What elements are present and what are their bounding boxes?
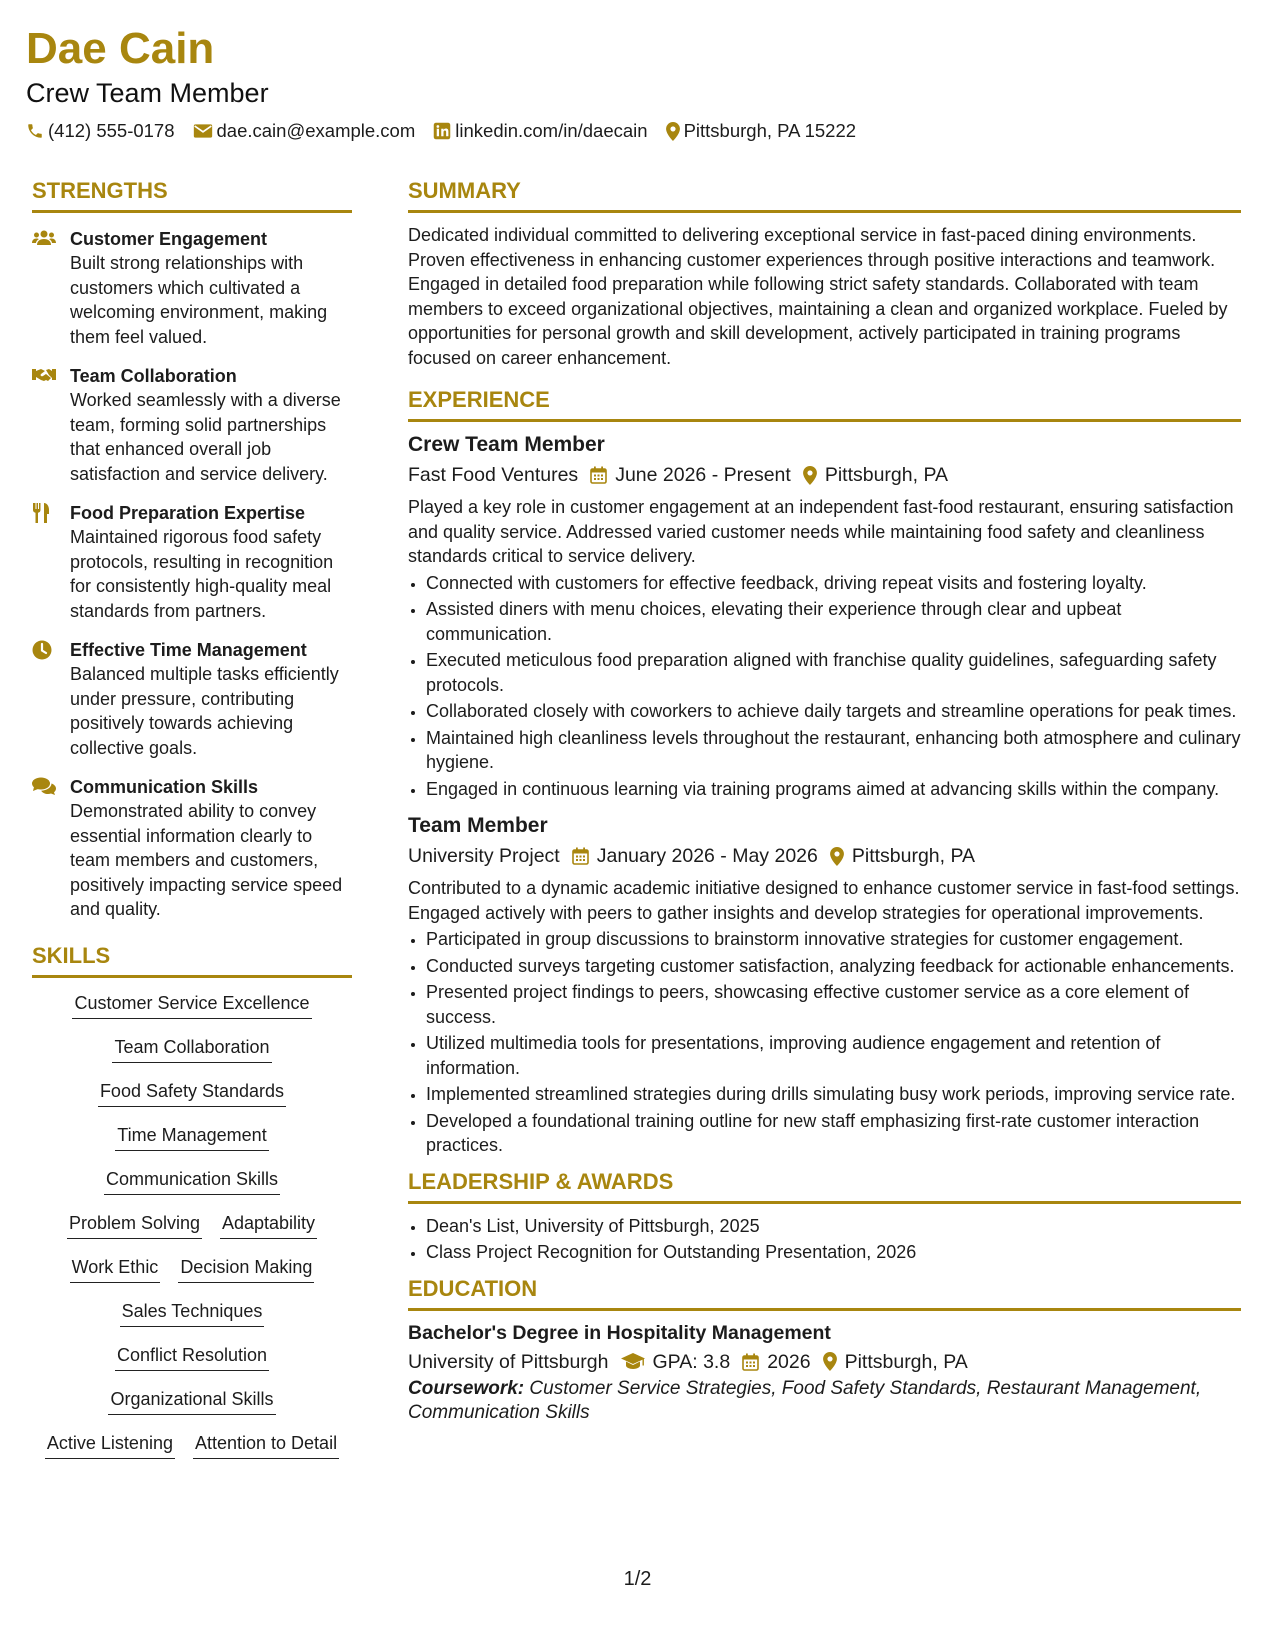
strength-item <box>32 775 352 922</box>
strength-desc: Demonstrated ability to convey essential information clearly to team members and customers, positively impacting service speed and quality. <box>70 801 343 919</box>
strength-item <box>32 364 352 486</box>
list-item: • Executed meticulous food preparation aligned with franchise quality guidelines, safeguarding safety protocols. <box>426 648 1241 697</box>
calendar-icon <box>742 1353 759 1371</box>
list-item: • Utilized multimedia tools for presentations, improving audience engagement and retention of information. <box>426 1031 1241 1080</box>
skill-tag: Customer Service Excellence <box>72 990 311 1019</box>
coursework <box>408 1377 1241 1425</box>
linkedin-text: linkedin.com/in/daecain <box>455 120 648 141</box>
linkedin-icon <box>433 122 451 140</box>
strength-desc: Worked seamlessly with a diverse team, forming solid partnerships that enhanced overall job satisfaction and service delivery. <box>70 390 341 484</box>
job-title: Crew Team Member <box>408 433 605 456</box>
job-entry <box>408 811 1241 1158</box>
list-item: • Presented project findings to peers, showcasing effective customer service as a core element of success. <box>426 980 1241 1029</box>
map-pin-icon <box>666 122 680 141</box>
summary-text: Dedicated individual committed to delivering exceptional service in fast-paced dining environments. Proven effectiveness in enhancing customer experiences through positive interactions and teamwork. Engaged in detailed food preparation while following strict safety standards. Collaborated with team members to exceed organizational objectives, maintaining a clean and organized workplace. Fueled by opportunities for personal growth and skill development, actively participated in training programs focused on career enhancement. <box>408 225 1228 368</box>
coursework-label: Coursework: <box>408 1377 525 1399</box>
job-bullets <box>408 571 1241 802</box>
skill-tag: Problem Solving <box>67 1210 202 1239</box>
page-number: 1/2 <box>623 1568 652 1590</box>
list-item: • Class Project Recognition for Outstanding Presentation, 2026 <box>426 1240 1241 1265</box>
skill-tag: Organizational Skills <box>108 1386 275 1415</box>
comments-icon <box>32 777 56 795</box>
gpa: GPA: 3.8 <box>652 1350 731 1373</box>
list-item: • Engaged in continuous learning via training programs aimed at advancing skills within the company. <box>426 777 1241 802</box>
skill-tag: Decision Making <box>178 1254 314 1283</box>
map-pin-icon <box>803 466 817 485</box>
calendar-icon <box>572 847 589 865</box>
utensils-icon <box>32 503 50 523</box>
education-meta <box>408 1347 1241 1377</box>
skills-heading: SKILLS <box>32 942 352 978</box>
phone-text: (412) 555-0178 <box>48 120 175 141</box>
strength-desc: Maintained rigorous food safety protocols, resulting in recognition for consistently high-quality meal standards from partners. <box>70 527 334 621</box>
job-location: Pittsburgh, PA <box>824 464 949 486</box>
contact-linkedin[interactable] <box>433 118 647 144</box>
map-pin-icon <box>830 847 844 866</box>
strength-title: Food Preparation Expertise <box>70 503 306 523</box>
graduation-cap-icon <box>621 1353 645 1370</box>
job-description: Played a key role in customer engagement at an independent fast-food restaurant, ensuring satisfaction and quality service. Addressed varied customer needs while maintaining food safety and cleanliness standards critical to service delivery. <box>408 497 1234 566</box>
skill-tag: Work Ethic <box>70 1254 161 1283</box>
phone-icon <box>26 122 44 140</box>
candidate-title: Crew Team Member <box>26 78 269 108</box>
envelope-icon <box>193 123 213 139</box>
calendar-icon <box>590 466 607 484</box>
summary-heading: SUMMARY <box>408 177 1241 213</box>
job-dates: January 2026 - May 2026 <box>596 845 818 867</box>
list-item: • Participated in group discussions to brainstorm innovative strategies for customer engagement. <box>426 927 1241 952</box>
map-pin-icon <box>823 1352 837 1371</box>
skill-tag: Time Management <box>115 1122 268 1151</box>
job-company: Fast Food Ventures <box>408 464 579 486</box>
job-company: University Project <box>408 845 560 867</box>
skill-tag: Active Listening <box>45 1430 175 1459</box>
candidate-name: Dae Cain <box>26 24 215 73</box>
strength-item <box>32 501 352 623</box>
school-location: Pittsburgh, PA <box>844 1350 968 1373</box>
job-meta <box>408 460 1241 490</box>
list-item: • Dean's List, University of Pittsburgh, 2025 <box>426 1214 1241 1239</box>
skill-tag: Sales Techniques <box>120 1298 265 1327</box>
skill-tag: Team Collaboration <box>112 1034 271 1063</box>
skill-tag: Attention to Detail <box>193 1430 339 1459</box>
coursework-text: Customer Service Strategies, Food Safety Standards, Restaurant Management, Communication Skills <box>408 1377 1202 1423</box>
left-column <box>32 177 352 1474</box>
contact-phone[interactable] <box>26 118 175 144</box>
job-title: Team Member <box>408 814 548 837</box>
strength-desc: Balanced multiple tasks efficiently under pressure, contributing positively towards achieving collective goals. <box>70 664 339 758</box>
clock-icon <box>32 640 52 660</box>
skill-tag: Conflict Resolution <box>115 1342 269 1371</box>
list-item: • Connected with customers for effective feedback, driving repeat visits and fostering loyalty. <box>426 571 1241 596</box>
strength-item <box>32 227 352 349</box>
strength-desc: Built strong relationships with customers which cultivated a welcoming environment, making them feel valued. <box>70 253 328 347</box>
school-name: University of Pittsburgh <box>408 1350 609 1373</box>
job-bullets <box>408 927 1241 1158</box>
strengths-heading: STRENGTHS <box>32 177 352 213</box>
graduation-year: 2026 <box>767 1350 811 1373</box>
skill-tag: Adaptability <box>220 1210 317 1239</box>
users-icon <box>32 229 56 247</box>
list-item: • Conducted surveys targeting customer satisfaction, analyzing feedback for actionable enhancements. <box>426 954 1241 979</box>
job-location: Pittsburgh, PA <box>851 845 976 867</box>
job-entry <box>408 430 1241 801</box>
degree-title: Bachelor's Degree in Hospitality Management <box>408 1321 831 1344</box>
right-column <box>408 177 1241 1425</box>
email-text: dae.cain@example.com <box>216 120 416 141</box>
job-meta <box>408 841 1241 871</box>
list-item: • Implemented streamlined strategies during drills simulating busy work periods, improving service rate. <box>426 1082 1241 1107</box>
strength-item <box>32 638 352 760</box>
location-text: Pittsburgh, PA 15222 <box>683 120 857 141</box>
job-description: Contributed to a dynamic academic initiative designed to enhance customer service in fast-food settings. Engaged actively with peers to gather insights and develop strategies for operational improvements. <box>408 878 1240 923</box>
strength-title: Customer Engagement <box>70 229 268 249</box>
contact-bar <box>26 118 1246 144</box>
contact-email[interactable] <box>193 118 416 144</box>
leadership-list <box>408 1214 1241 1265</box>
list-item: • Maintained high cleanliness levels throughout the restaurant, enhancing both atmosphere and culinary hygiene. <box>426 726 1241 775</box>
list-item: • Assisted diners with menu choices, elevating their experience through clear and upbeat communication. <box>426 597 1241 646</box>
skills-list <box>32 990 352 1474</box>
resume-header <box>26 22 1246 144</box>
strength-title: Team Collaboration <box>70 366 237 386</box>
skill-tag: Communication Skills <box>104 1166 280 1195</box>
experience-heading: EXPERIENCE <box>408 386 1241 422</box>
skill-tag: Food Safety Standards <box>98 1078 286 1107</box>
leadership-heading: LEADERSHIP & AWARDS <box>408 1168 1241 1204</box>
education-heading: EDUCATION <box>408 1275 1241 1311</box>
strengths-list <box>32 227 352 922</box>
list-item: • Developed a foundational training outline for new staff emphasizing first-rate customer interaction practices. <box>426 1109 1241 1158</box>
list-item: • Collaborated closely with coworkers to achieve daily targets and streamline operations for peak times. <box>426 699 1241 724</box>
strength-title: Communication Skills <box>70 777 259 797</box>
job-dates: June 2026 - Present <box>615 464 791 486</box>
handshake-icon <box>32 366 56 384</box>
strength-title: Effective Time Management <box>70 640 307 660</box>
contact-location <box>666 118 856 144</box>
